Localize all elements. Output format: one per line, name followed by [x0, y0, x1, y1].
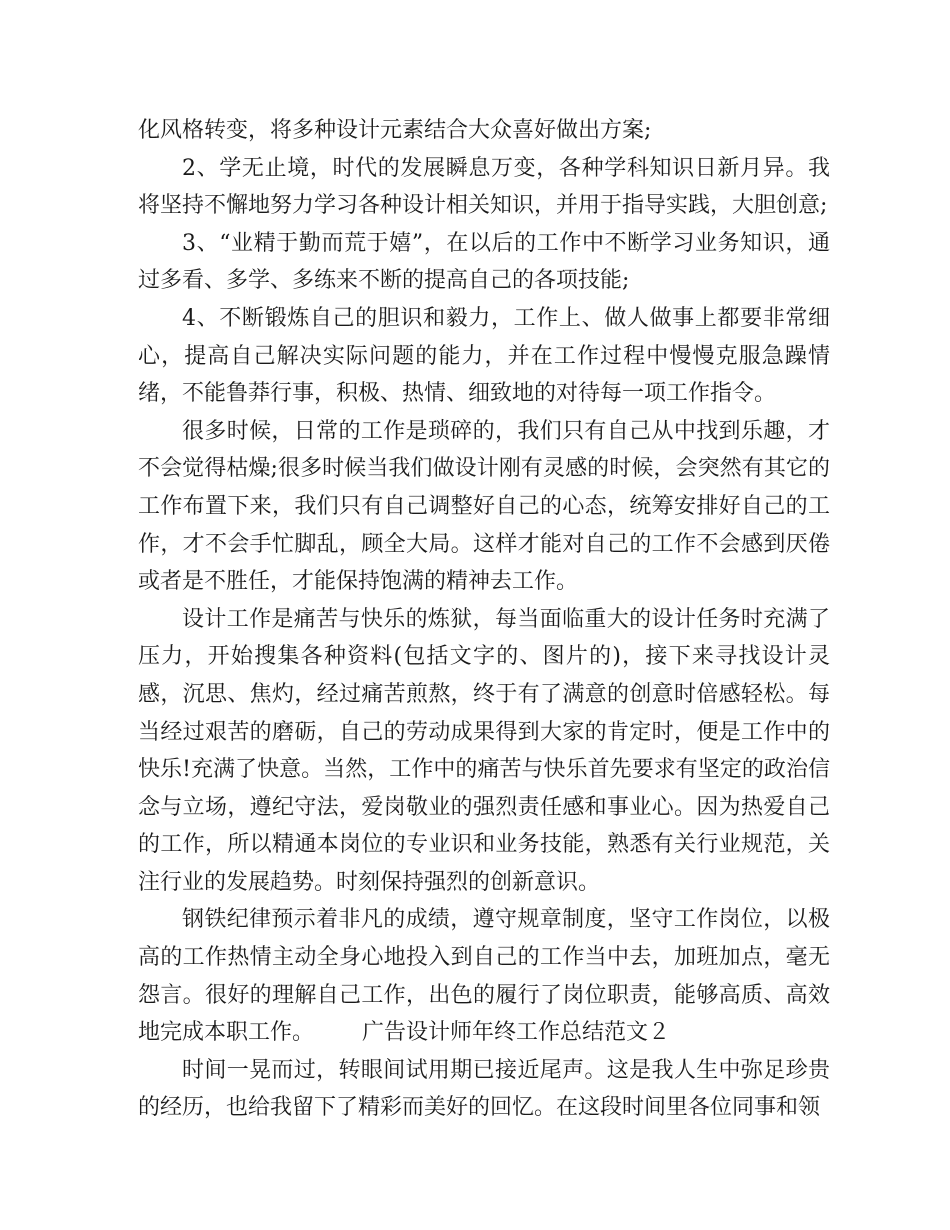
paragraph-continuation: 化风格转变，将多种设计元素结合大众喜好做出方案; — [138, 118, 652, 143]
document-page — [138, 112, 830, 1127]
paragraph-design-work: 设计工作是痛苦与快乐的炼狱，每当面临重大的设计任务时充满了压力，开始搜集各种资料(包括文字的、图片的)，接下来寻找设计灵感，沉思、焦灼，经过痛苦煎熬，终于有了满意的创意时倍感轻松。每当经过艰苦的磨砺，自己的劳动成果得到大家的肯定时，便是工作中的快乐!充满了快意。当然，工作中的痛苦与快乐首先要求有坚定的政治信念与立场，遵纪守法，爱岗敬业的强烈责任感和事业心。因为热爱自己的工作，所以精通本岗位的专业识和业务技能，熟悉有关行业规范，关注行业的发展趋势。时刻保持强烈的创新意识。 — [138, 606, 830, 895]
paragraph-item-4: 4、不断锻炼自己的胆识和毅力，工作上、做人做事上都要非常细心，提高自己解决实际问题的能力，并在工作过程中慢慢克服急躁情绪，不能鲁莽行事，积极、热情、细致地的对待每一项工作指令。 — [138, 305, 830, 407]
section-title: 广告设计师年终工作总结范文２ — [362, 1020, 671, 1046]
paragraph-discipline-text: 钢铁纪律预示着非凡的成绩，遵守规章制度，坚守工作岗位，以极高的工作热情主动全身心地投入到自己的工作当中去，加班加点，毫无怨言。很好的理解自己工作，出色的履行了岗位职责，能够高质、高效地完成本职工作。 — [138, 907, 830, 1046]
paragraph-item-2: 2、学无止境，时代的发展瞬息万变，各种学科知识日新月异。我将坚持不懈地努力学习各种设计相关知识，并用于指导实践，大胆创意; — [138, 155, 830, 219]
paragraph-daily-work: 很多时候，日常的工作是琐碎的，我们只有自己从中找到乐趣，才不会觉得枯燥;很多时候当我们做设计刚有灵感的时候，会突然有其它的工作布置下来，我们只有自己调整好自己的心态，统筹安排好自己的工作，才不会手忙脚乱，顾全大局。这样才能对自己的工作不会感到厌倦或者是不胜任，才能保持饱满的精神去工作。 — [138, 418, 830, 595]
paragraph-item-3: 3、“业精于勤而荒于嬉”，在以后的工作中不断学习业务知识，通过多看、多学、多练来不断的提高自己的各项技能; — [138, 230, 830, 294]
paragraph-discipline — [138, 901, 830, 1051]
paragraph-probation: 时间一晃而过，转眼间试用期已接近尾声。这是我人生中弥足珍贵的经历，也给我留下了精彩而美好的回忆。在这段时间里各位同事和领 — [138, 1057, 830, 1121]
